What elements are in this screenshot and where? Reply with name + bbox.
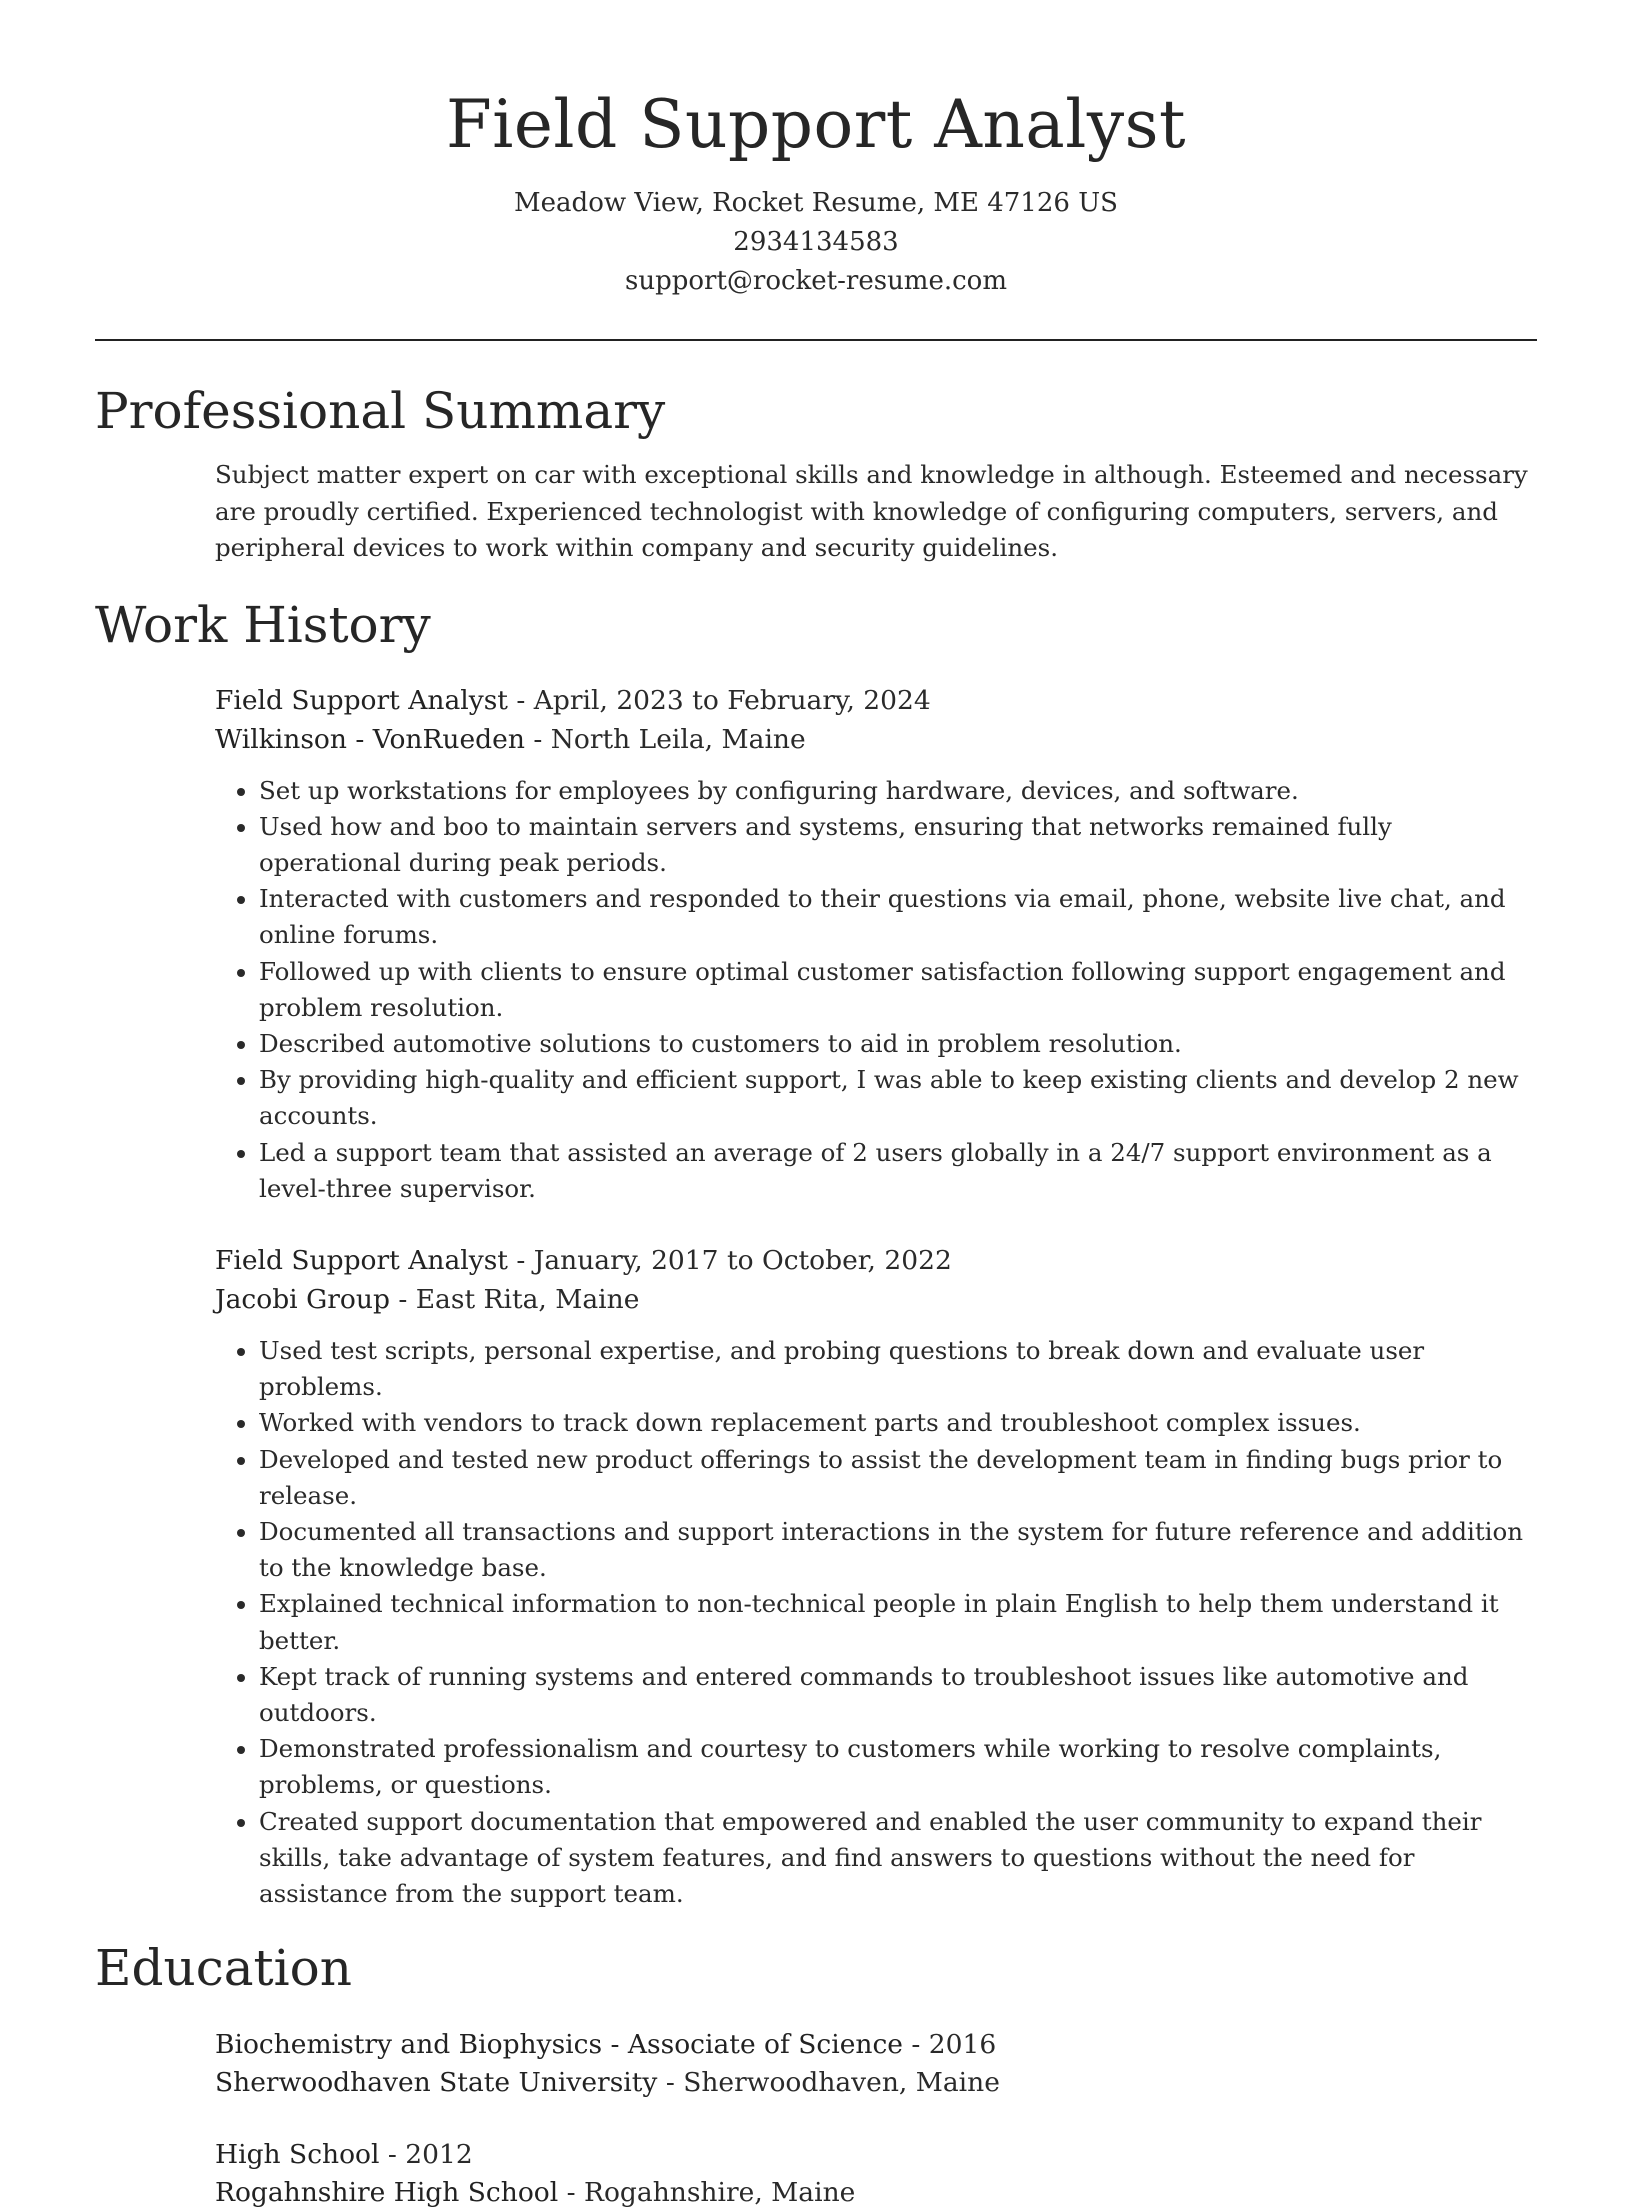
contact-info — [95, 184, 1537, 301]
contact-email: support@rocket-resume.com — [624, 266, 1007, 296]
job-employer: Jacobi Group — [215, 1283, 390, 1315]
job-title-line — [215, 1241, 1537, 1280]
education-location: - Sherwoodhaven, Maine — [657, 2067, 1000, 2099]
list-item: • Led a support team that assisted an average of 2 users globally in a 24/7 support environment as a level-three supervisor. — [259, 1135, 1537, 1207]
education-entry — [95, 2136, 1537, 2212]
candidate-name: Field Support Analyst — [445, 86, 1187, 163]
list-item: • Followed up with clients to ensure optimal customer satisfaction following support engagement and problem resolution. — [259, 954, 1537, 1026]
job-entry — [95, 1241, 1537, 1912]
list-item: • Described automotive solutions to customers to aid in problem resolution. — [259, 1026, 1537, 1062]
resume-header — [95, 80, 1537, 301]
work-history-heading: Work History — [95, 595, 431, 654]
job-location: - North Leila, Maine — [524, 723, 806, 755]
list-item: • Set up workstations for employees by configuring hardware, devices, and software. — [259, 773, 1537, 809]
summary-heading: Professional Summary — [95, 382, 666, 440]
list-item: • Used how and boo to maintain servers and systems, ensuring that networks remained fully operational during peak periods. — [259, 809, 1537, 881]
job-bullets — [215, 773, 1537, 1207]
job-location: - East Rita, Maine — [389, 1283, 640, 1315]
list-item: • Documented all transactions and support interactions in the system for future reference and addition to the knowledge base. — [259, 1514, 1537, 1586]
list-item: • Worked with vendors to track down replacement parts and troubleshoot complex issues. — [259, 1405, 1537, 1441]
summary-text: Subject matter expert on car with exceptional skills and knowledge in although. Esteemed and necessary are proudly certified. Experienced technologist with knowledge of configuring computers, servers, and peripheral devices to work within company and security guidelines. — [215, 460, 1528, 562]
job-position: Field Support Analyst — [215, 684, 508, 716]
education-heading: Education — [95, 1939, 352, 1998]
job-position: Field Support Analyst — [215, 1244, 508, 1276]
list-item: • Kept track of running systems and entered commands to troubleshoot issues like automotive and outdoors. — [259, 1659, 1537, 1731]
job-dates: - January, 2017 to October, 2022 — [507, 1244, 952, 1276]
education-degree: High School — [215, 2139, 380, 2171]
job-entry — [95, 681, 1537, 1207]
list-item: • Created support documentation that empowered and enabled the user community to expand their skills, take advantage of system features, and find answers to questions without the need for assistance from the support team. — [259, 1804, 1537, 1913]
list-item: • Explained technical information to non-technical people in plain English to help them understand it better. — [259, 1586, 1537, 1658]
list-item: • By providing high-quality and efficient support, I was able to keep existing clients and develop 2 new accounts. — [259, 1062, 1537, 1134]
education-location: - Rogahnshire, Maine — [558, 2177, 856, 2209]
education-school: Rogahnshire High School — [215, 2177, 559, 2209]
education-school-line — [215, 2064, 1537, 2102]
contact-phone: 2934134583 — [733, 227, 899, 257]
job-employer: Wilkinson - VonRueden — [215, 723, 525, 755]
education-school-line — [215, 2174, 1537, 2212]
list-item: • Demonstrated professionalism and courtesy to customers while working to resolve complaints, problems, or questions. — [259, 1731, 1537, 1803]
job-employer-line — [215, 720, 1537, 759]
education-school: Sherwoodhaven State University — [215, 2067, 658, 2099]
education-degree: Biochemistry and Biophysics - Associate of Science — [215, 2029, 903, 2061]
list-item: • Used test scripts, personal expertise, and probing questions to break down and evaluate user problems. — [259, 1333, 1537, 1405]
list-item: • Developed and tested new product offerings to assist the development team in finding bugs prior to release. — [259, 1442, 1537, 1514]
job-dates: - April, 2023 to February, 2024 — [507, 684, 931, 716]
job-bullets — [215, 1333, 1537, 1912]
education-degree-line — [215, 2026, 1537, 2064]
job-employer-line — [215, 1280, 1537, 1319]
list-item: • Interacted with customers and responded to their questions via email, phone, website live chat, and online forums. — [259, 881, 1537, 953]
contact-address: Meadow View, Rocket Resume, ME 47126 US — [514, 188, 1118, 218]
education-year: - 2012 — [379, 2139, 473, 2171]
education-year: - 2016 — [902, 2029, 997, 2061]
header-divider — [95, 339, 1537, 341]
education-entry — [95, 2026, 1537, 2102]
job-title-line — [215, 681, 1537, 720]
education-degree-line — [215, 2136, 1537, 2174]
